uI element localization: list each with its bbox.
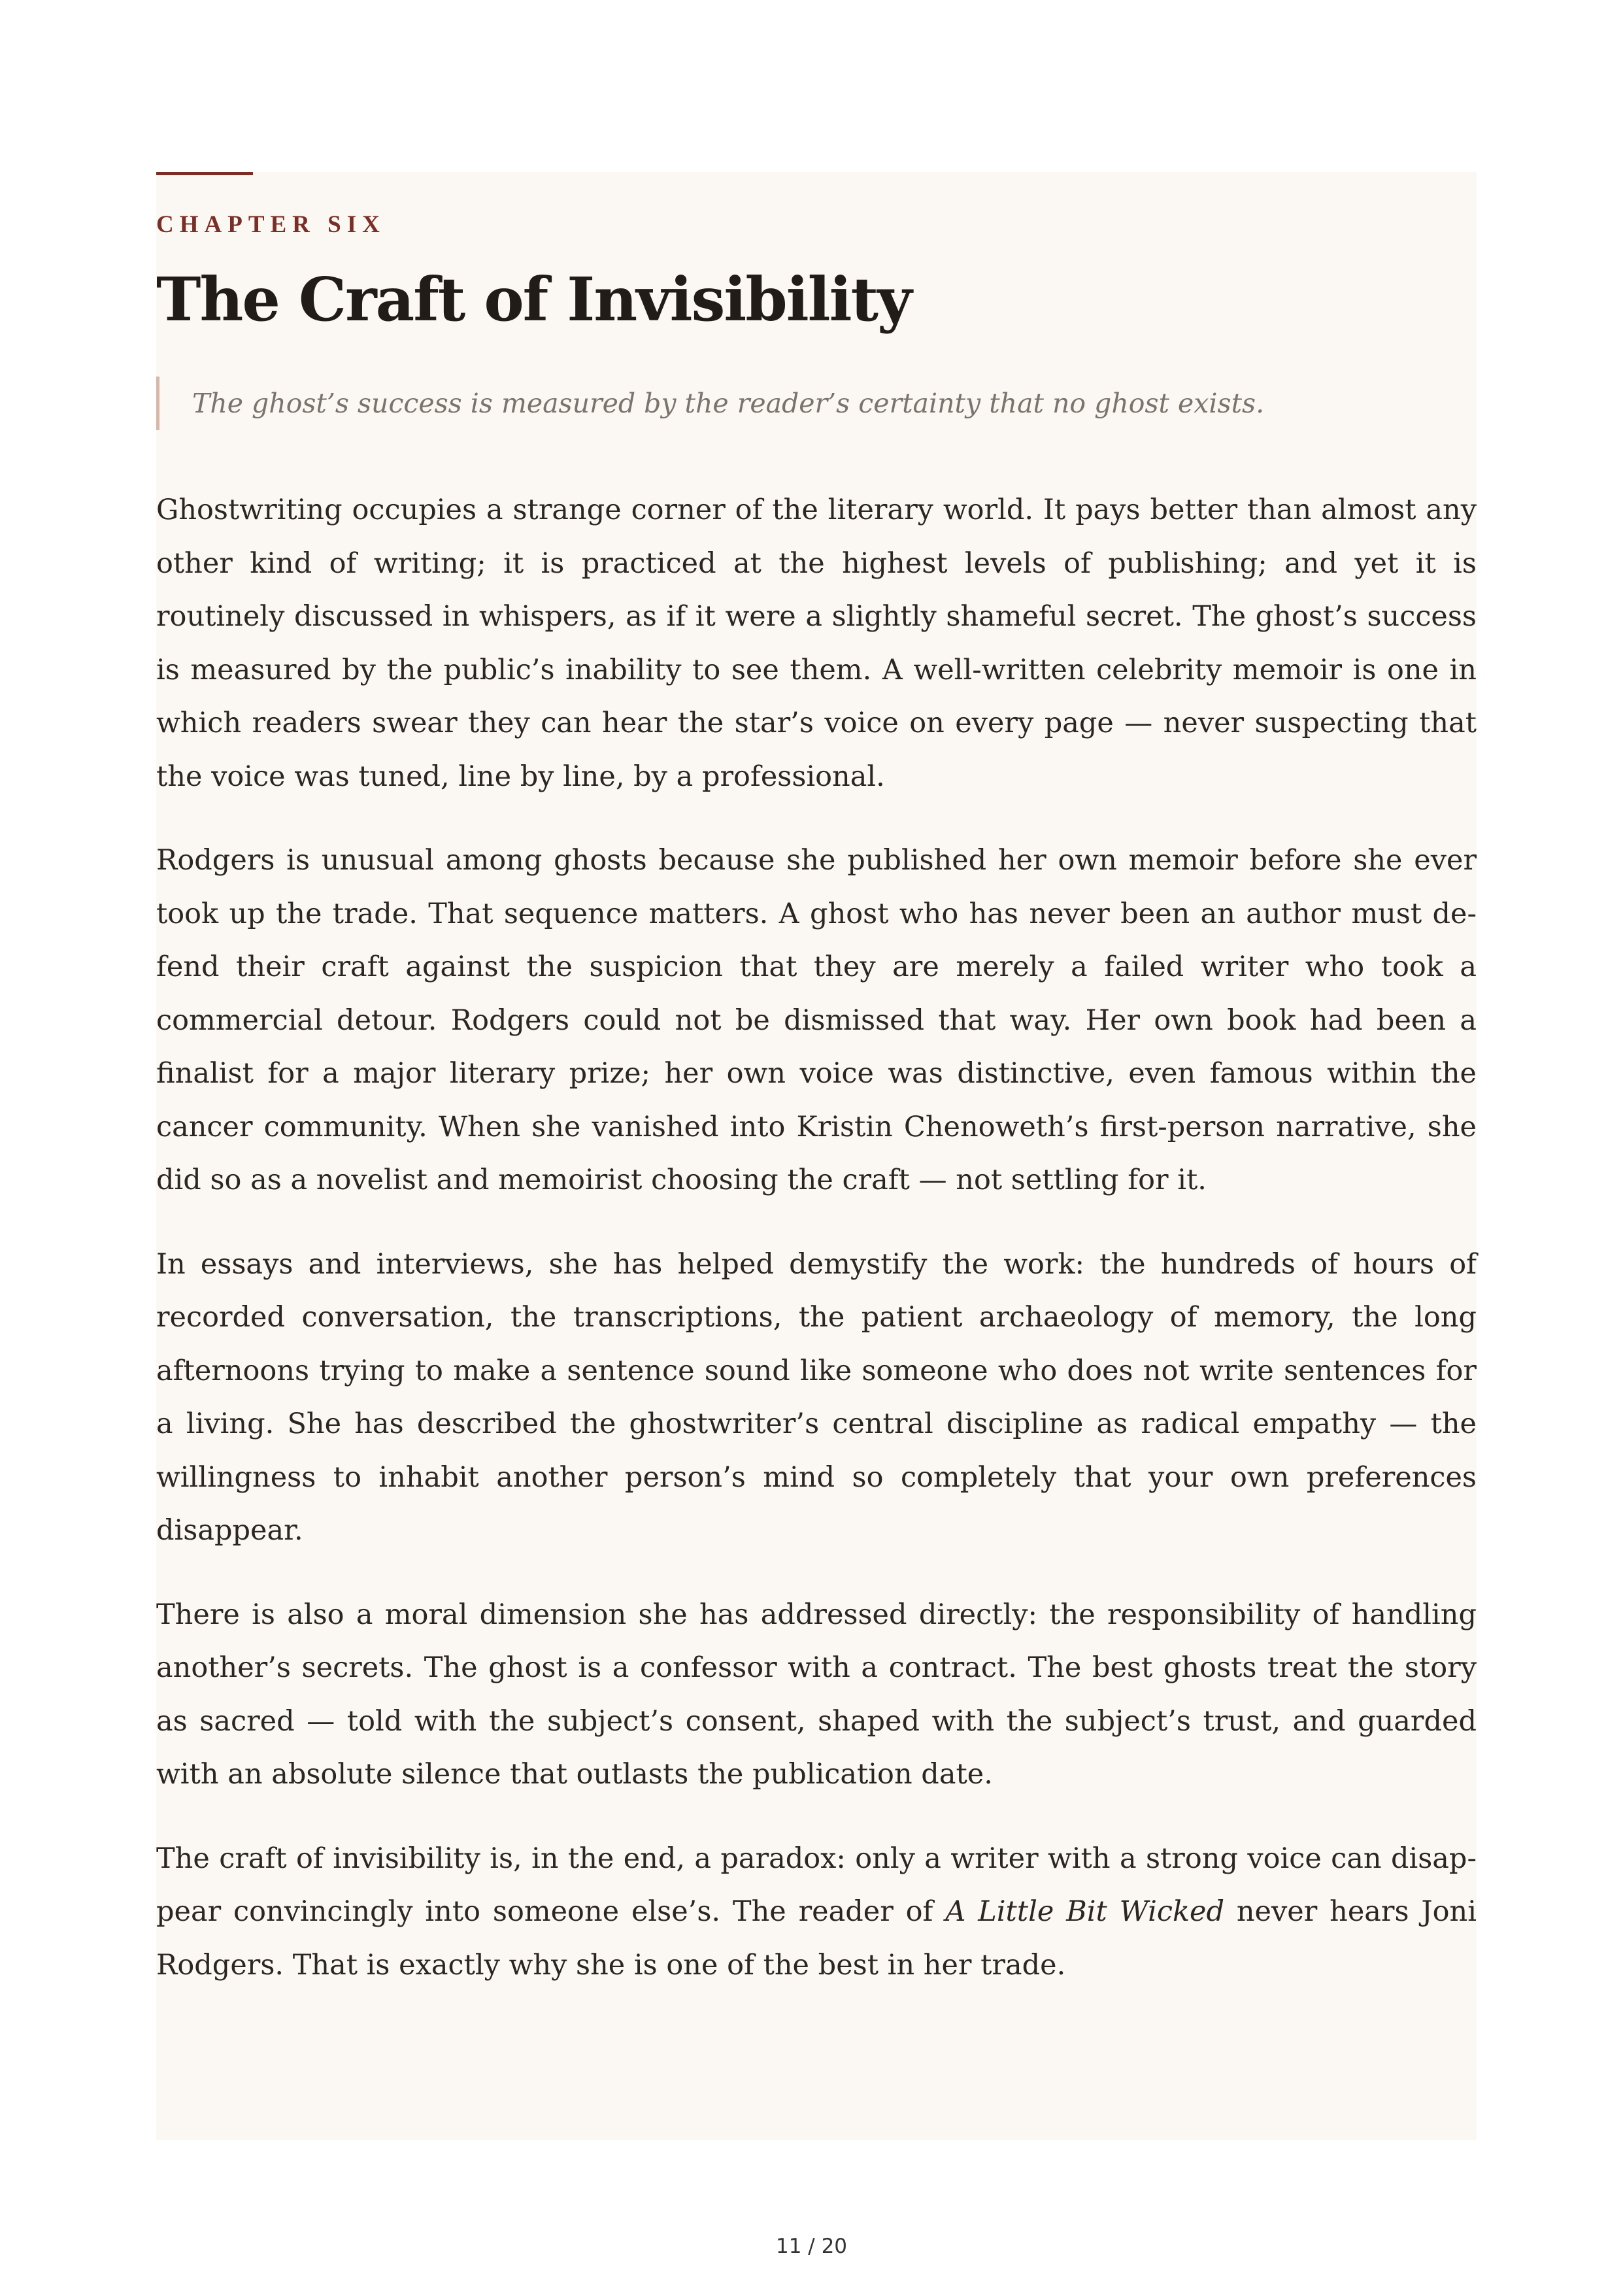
paragraph-5 <box>156 1832 1477 1993</box>
accent-rule <box>156 172 253 175</box>
paragraph-5-end: never hears Joni Rodgers. That is exactly why she is one of the best in her trade. <box>156 1895 1477 1982</box>
book-title: A Little Bit Wicked <box>945 1895 1224 1928</box>
paragraph-4: There is also a moral dimension she has addressed directly: the responsibility of handling another’s secrets. The ghost is a confessor with a contract. The best ghosts treat the story as sacred — told with the subject’s consent, shaped with the subject’s trust, and guarded with an absolute silence that outlasts the publication date. <box>156 1598 1477 1791</box>
epigraph <box>156 377 1450 430</box>
chapter-title: The Craft of Invisibility <box>156 264 911 335</box>
paragraph-2: Rodgers is unusual among ghosts because she published her own memoir before she ever took up the trade. That sequence matters. A ghost who has never been an author must defend their craft against the suspicion that they are merely a failed writer who took a commercial detour. Rodgers could not be dismissed that way. Her own book had been a finalist for a major literary prize; her own voice was distinctive, even famous within the cancer community. When she vanished into Kristin Chenoweth’s first-person narrative, she did so as a novelist and memoirist choosing the craft — not settling for it. <box>156 844 1477 1196</box>
epigraph-text: The ghost’s success is measured by the reader’s certainty that no ghost exists. <box>192 388 1265 419</box>
paragraph-1: Ghostwriting occupies a strange corner of the literary world. It pays better than almost any other kind of writing; it is practiced at the highest levels of publishing; and yet it is routinely discussed in whispers, as if it were a slightly shameful secret. The ghost’s success is measured by the public’s inability to see them. A well-written celebrity memoir is one in which readers swear they can hear the star’s voice on every page — never suspecting that the voice was tuned, line by line, by a professional. <box>156 494 1477 793</box>
page-number: 11 / 20 <box>775 2235 848 2258</box>
paragraph-5-start: The craft of invisibility is, in the end, a paradox: only a writer with a strong voice can disappear convincingly into someone else’s. The reader of <box>156 1842 1477 1928</box>
body-text <box>156 484 1477 2023</box>
chapter-label: CHAPTER SIX <box>156 211 386 238</box>
paragraph-3: In essays and interviews, she has helped demystify the work: the hundreds of hours of recorded conversation, the transcriptions, the patient archaeology of memory, the long afternoons trying to make a sentence sound like someone who does not write sentences for a living. She has described the ghostwriter’s central discipline as radical empathy — the willingness to inhabit another person’s mind so completely that your own preferences disappear. <box>156 1247 1477 1547</box>
